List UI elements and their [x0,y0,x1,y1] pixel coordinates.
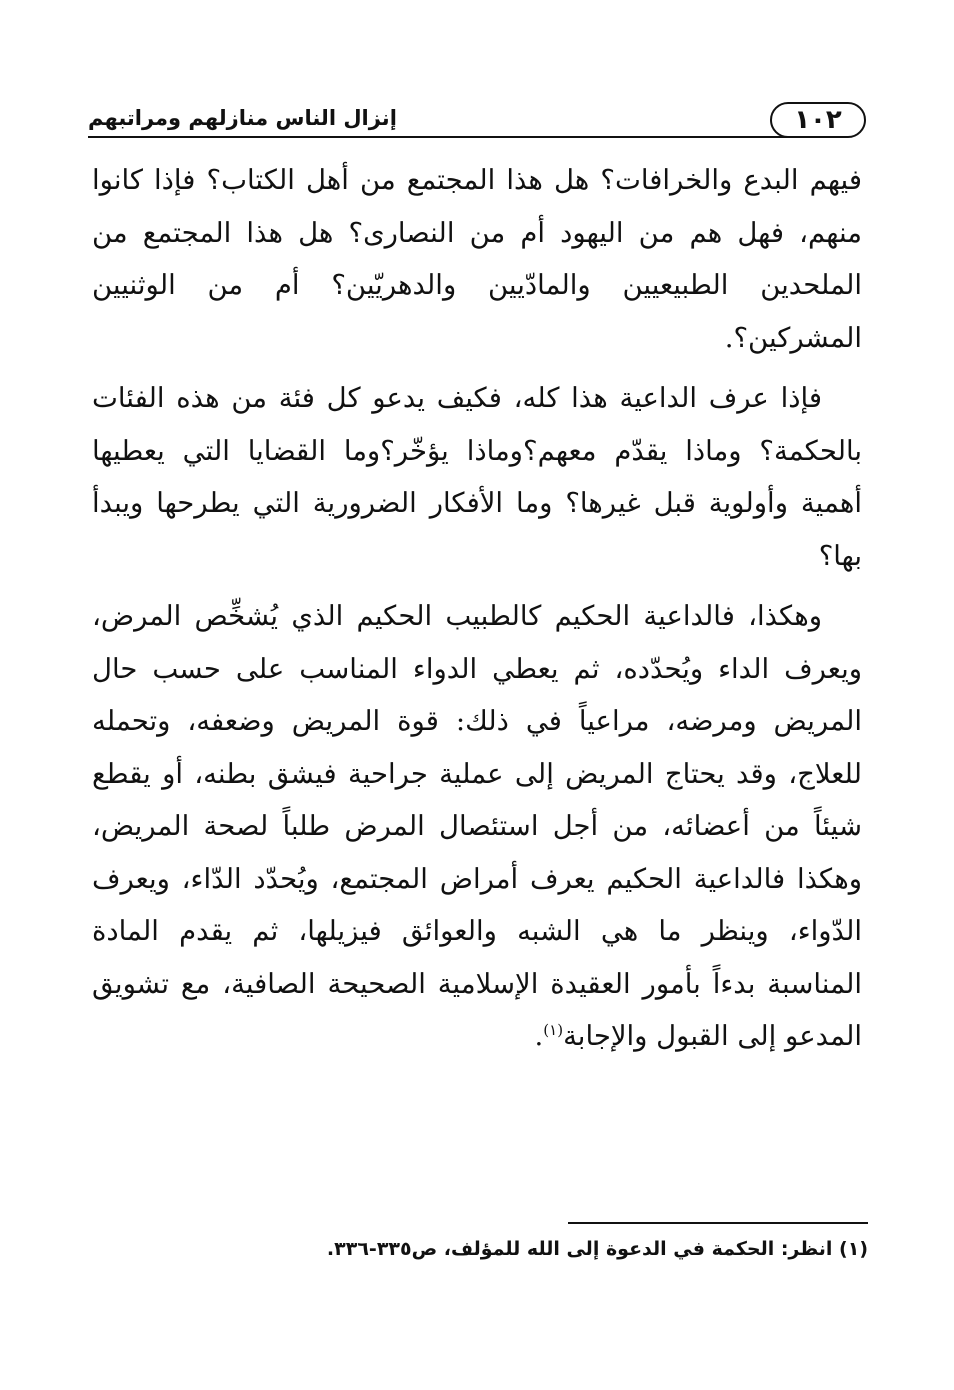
page-number: ١٠٢ [770,102,866,138]
paragraph-3-text: وهكذا، فالداعية الحكيم كالطبيب الحكيم الذي يُشخِّص المرض، ويعرف الداء ويُحدّده، ثم يعطي الدواء المناسب على حسب حال المريض ومرضه، مراعياً في ذلك: قوة المريض وضعفه، وتحمله للعلاج، وقد يحتاج المريض إلى عملية جراحية فيشق بطنه، أو يقطع شيئاً من أعضائه، من أجل استئصال المرض طلباً لصحة المريض، وهكذا فالداعية الحكيم يعرف أمراض المجتمع، ويُحدّد الدّاء، ويعرف الدّواء، وينظر ما هي الشبه والعوائق فيزيلها، ثم يقدم المادة المناسبة بدءاً بأمور العقيدة الإسلامية الصحيحة الصافية، مع تشويق المدعو إلى القبول والإجابة [92,600,862,1052]
running-title: إنزال الناس منازلهم ومراتبهم [88,106,397,130]
footnote-separator [568,1222,868,1224]
paragraph-1: فيهم البدع والخرافات؟ هل هذا المجتمع من أهل الكتاب؟ فإذا كانوا منهم، فهل هم من اليهود أم من النصارى؟ هل هذا المجتمع من الملحدين الطبيعيين والمادّيين والدهريّين؟ أم من الوثنيين المشركين؟. [92,164,862,354]
paragraph-3 [92,590,862,1063]
footnote-reference: (١) [543,1020,564,1039]
closing-period: . [534,1020,544,1052]
main-text [92,154,862,1071]
paragraph-2: فإذا عرف الداعية هذا كله، فكيف يدعو كل فئة من هذه الفئات بالحكمة؟ وماذا يقدّم معهم؟وماذا يؤخّر؟وما القضايا التي يعطيها أهمية وأولوية قبل غيرها؟ وما الأفكار الضرورية التي يطرحها ويبدأ بها؟ [92,382,862,572]
header-rule [88,136,818,138]
page-header [88,100,866,144]
footnote: (١) انظر: الحكمة في الدعوة إلى الله للمؤلف، ص٣٣٥-٣٣٦. [326,1238,868,1260]
